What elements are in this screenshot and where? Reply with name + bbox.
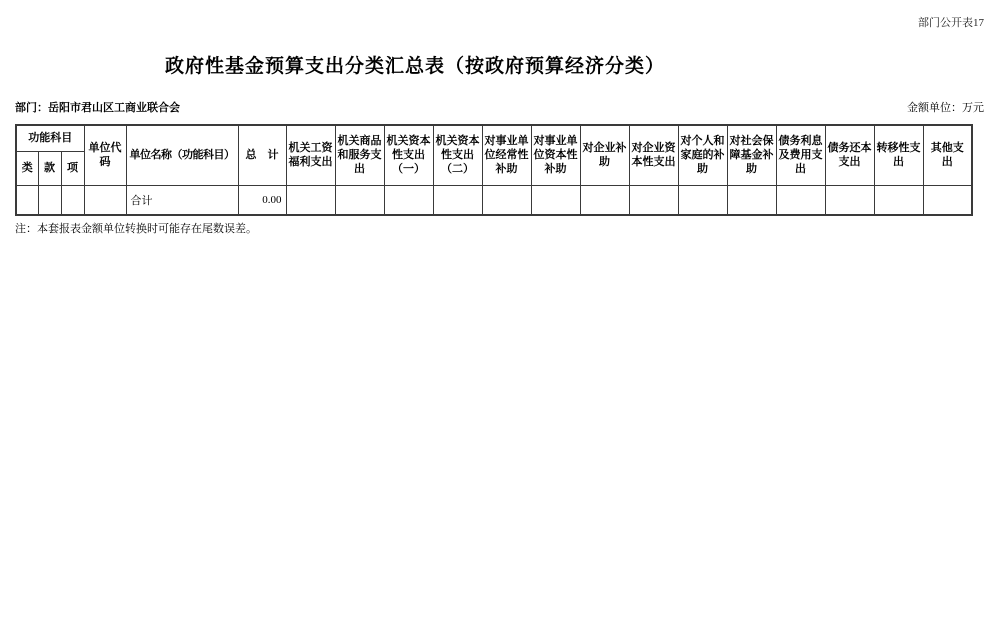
cell-func-item (61, 185, 84, 215)
cell-func-section (38, 185, 61, 215)
cell-expense (923, 185, 972, 215)
col-header-goods-services: 机关商品和服务支出 (335, 125, 384, 185)
meta-row (15, 99, 984, 115)
cell-unit-name: 合计 (126, 185, 238, 215)
cell-expense (776, 185, 825, 215)
cell-func-class (16, 185, 38, 215)
col-header-func-section: 款 (38, 151, 61, 185)
col-header-func-category: 功能科目 (16, 125, 84, 151)
sheet-label: 部门公开表17 (918, 17, 984, 29)
col-header-debt-interest: 债务利息及费用支出 (776, 125, 825, 185)
col-header-func-item: 项 (61, 151, 84, 185)
footnote: 注：本套报表金额单位转换时可能存在尾数误差。 (15, 223, 257, 235)
department-label: 部门：岳阳市君山区工商业联合会 (15, 102, 180, 114)
col-header-individual-family: 对个人和家庭的补助 (678, 125, 727, 185)
page-title: 政府性基金预算支出分类汇总表（按政府预算经济分类） (164, 56, 665, 77)
cell-expense (531, 185, 580, 215)
col-header-debt-principal: 债务还本支出 (825, 125, 874, 185)
col-header-capital-2: 机关资本性支出（二） (433, 125, 482, 185)
col-header-unit-code: 单位代码 (84, 125, 126, 185)
cell-expense (629, 185, 678, 215)
cell-expense (580, 185, 629, 215)
cell-expense (384, 185, 433, 215)
col-header-unit-name: 单位名称（功能科目） (126, 125, 238, 185)
cell-expense (482, 185, 531, 215)
budget-summary-table (15, 124, 973, 216)
cell-expense (433, 185, 482, 215)
amount-unit-label: 金额单位：万元 (907, 102, 984, 114)
cell-expense (825, 185, 874, 215)
col-header-enterprise-subsidy: 对企业补助 (580, 125, 629, 185)
col-header-enterprise-capital: 对企业资本性支出 (629, 125, 678, 185)
table-row (16, 185, 972, 215)
cell-expense (874, 185, 923, 215)
col-header-other: 其他支出 (923, 125, 972, 185)
col-header-capital-1: 机关资本性支出（一） (384, 125, 433, 185)
col-header-institution-recurrent: 对事业单位经常性补助 (482, 125, 531, 185)
col-header-social-security: 对社会保障基金补助 (727, 125, 776, 185)
col-header-salary-welfare: 机关工资福利支出 (286, 125, 335, 185)
cell-unit-code (84, 185, 126, 215)
cell-expense (335, 185, 384, 215)
cell-expense (727, 185, 776, 215)
col-header-total: 总 计 (238, 125, 286, 185)
cell-expense (678, 185, 727, 215)
col-header-transfer: 转移性支出 (874, 125, 923, 185)
col-header-func-class: 类 (16, 151, 38, 185)
cell-expense (286, 185, 335, 215)
col-header-institution-capital: 对事业单位资本性补助 (531, 125, 580, 185)
cell-total: 0.00 (238, 185, 286, 215)
